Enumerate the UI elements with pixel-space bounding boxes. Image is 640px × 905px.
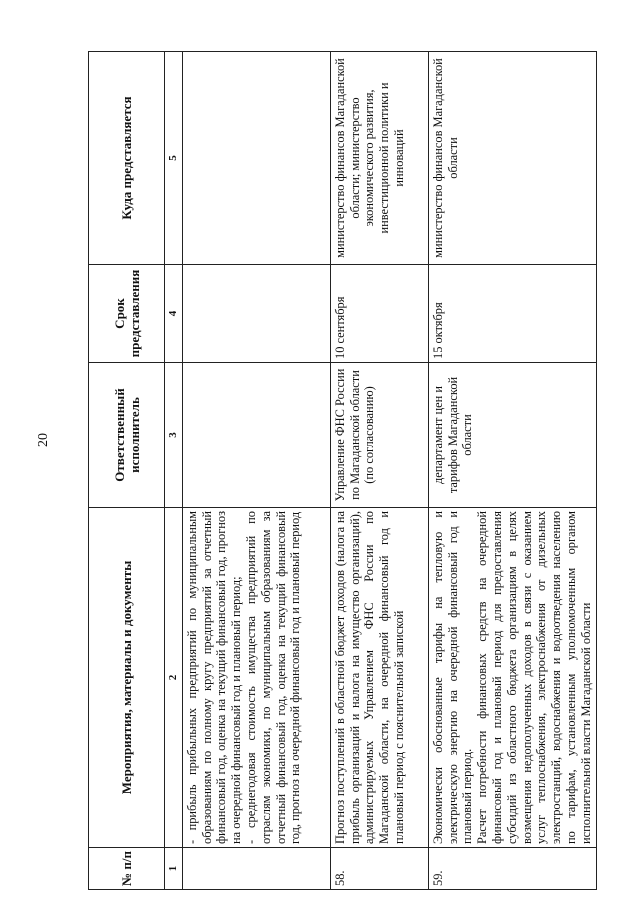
row-deadline: [182, 265, 330, 363]
activity-line: - среднегодовая стоимость имущества предприятий по отраслям экономики, по муниципальным образованиям за отчетный финансовый год, оценка на текущий финансовый год, прогноз на очередной финансовый год и плановый период: [243, 511, 303, 844]
header-recipient: Куда представляется: [89, 52, 165, 265]
header-deadline: Срок представления: [89, 265, 165, 363]
row-executor: департамент цен и тарифов Магаданской области: [428, 363, 596, 508]
column-index-row: [165, 52, 183, 890]
row-deadline: 15 октября: [428, 265, 596, 363]
header-row: [89, 52, 165, 890]
row-recipient: [182, 52, 330, 265]
column-index-4: 4: [165, 265, 183, 363]
table-row: [182, 52, 330, 890]
row-deadline: 10 сентября: [330, 265, 428, 363]
table-row: [428, 52, 596, 890]
column-index-2: 2: [165, 508, 183, 848]
row-activities: [182, 508, 330, 848]
row-num: 59.: [428, 848, 596, 890]
activity-line: Экономически обоснованные тарифы на тепловую и электрическую энергию на очередной финансовый год и плановый период.: [430, 511, 475, 844]
activities-table: [88, 51, 597, 890]
column-index-5: 5: [165, 52, 183, 265]
activity-line: - прибыль прибыльных предприятий по муниципальным образованиям по полному кругу предприятий за отчетный финансовый год, оценка на текущий финансовый год, прогноз на очередной финансовый год и плановый период;: [184, 511, 244, 844]
row-num: 58.: [330, 848, 428, 890]
column-index-1: 1: [165, 848, 183, 890]
row-executor: [182, 363, 330, 508]
table-row: [330, 52, 428, 890]
row-activities: [330, 508, 428, 848]
row-executor: Управление ФНС России по Магаданской области (по согласованию): [330, 363, 428, 508]
header-num: № п/п: [89, 848, 165, 890]
page-number: 20: [36, 433, 51, 447]
table-container: [88, 52, 593, 890]
row-recipient: министерство финансов Магаданской области; министерство экономического развития, инвестиционной политики и инноваций: [330, 52, 428, 265]
header-activities: Мероприятия, материалы и документы: [89, 508, 165, 848]
row-activities: [428, 508, 596, 848]
row-recipient: министерство финансов Магаданской области: [428, 52, 596, 265]
column-index-3: 3: [165, 363, 183, 508]
activity-line: Прогноз поступлений в областной бюджет доходов (налога на прибыль организаций и налога на имущество организаций), администрируемых Управлением ФНС России по Магаданской области, на очередной финансовый год и плановый период с пояснительной запиской: [332, 511, 406, 844]
row-num: [182, 848, 330, 890]
header-executor: Ответственный исполнитель: [89, 363, 165, 508]
activity-line: Расчет потребности финансовых средств на очередной финансовый год и плановый период для предоставления субсидий из областного бюджета организациям в целях возмещения недополученных доходов в связи с оказанием услуг теплоснабжения, электроснабжения от дизельных электростанций, водоснабжения и водоотведения населению по тарифам, установленным уполномоченным органом исполнительной власти Магаданской области: [475, 511, 593, 844]
